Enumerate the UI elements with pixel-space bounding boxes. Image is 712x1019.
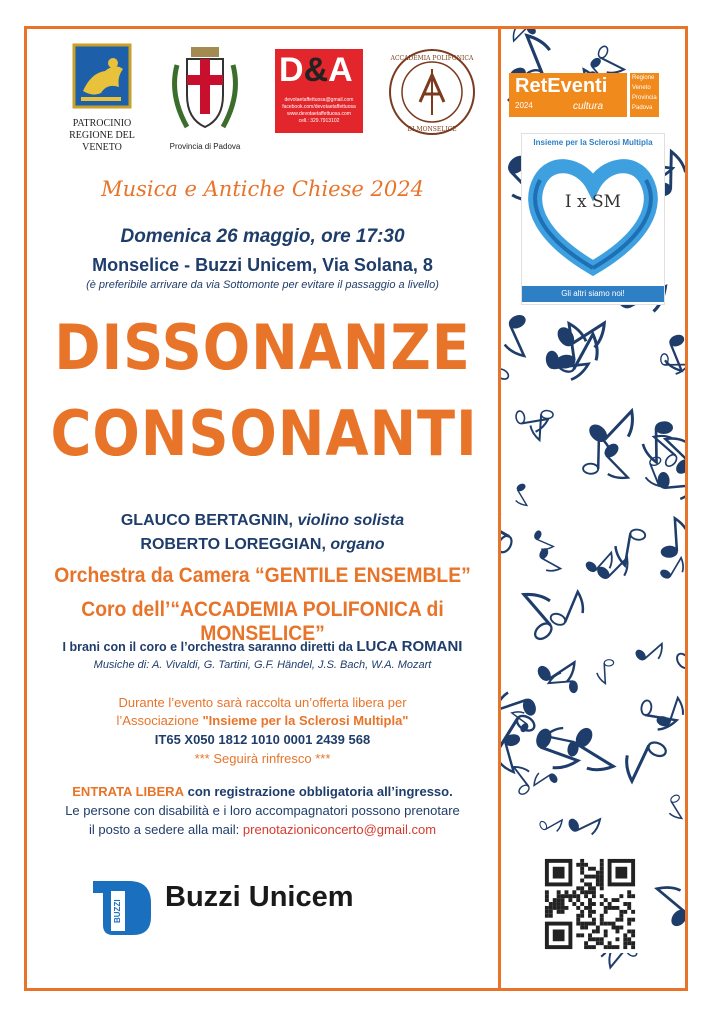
music-note-icon [660,517,685,557]
music-note-icon [661,354,685,375]
music-note-icon [530,410,554,441]
music-note-icon [646,878,685,928]
da-logo: D&A devotaetaffettuosa@gmail.com facebook.com/devotaetaffettuosa www.devotaetaffettuosa.com cell.: 329.7913102 [275,49,363,133]
reteventi-side [630,73,659,117]
music-note-icon [501,505,521,554]
da-line-4: cell.: 329.7913102 [298,118,340,124]
iban: IT65 X050 1812 1010 0001 2439 568 [154,732,371,747]
music-note-icon [613,526,646,568]
reteventi-side-4: Padova [632,105,653,111]
reteventi-year: 2024 [515,101,533,110]
event-note: (è preferibile arrivare da via Sottomonte per evitare il passaggio a livello) [86,279,439,291]
donation-line-1: Durante l’evento sarà raccolta un’offerta libera per [118,695,407,710]
svg-text:DI MONSELICE: DI MONSELICE [407,126,457,133]
buzzi-logo-mark [93,877,153,935]
contact-email[interactable]: prenotazioniconcerto@gmail.com [242,822,437,837]
performer-2-role: organo [330,536,385,553]
da-line-3: www.devotaetaffettuosa.com [287,111,351,117]
entry-line-1 [27,784,498,799]
association-name: "Insieme per la Sclerosi Multipla" [202,713,409,728]
svg-text:ACCADEMIA POLIFONICA: ACCADEMIA POLIFONICA [390,55,474,62]
veneto-logo [57,43,147,153]
music-note-icon [510,483,534,509]
reteventi-side-1: Regione [632,75,655,81]
music-note-icon [645,429,685,469]
performer-2 [27,536,498,554]
performer-2-name: ROBERTO LOREGGIAN, [140,536,326,553]
music-note-icon [501,314,538,361]
reteventi-logo [509,73,659,117]
sidebar [501,29,685,988]
director-name: LUCA ROMANI [356,638,463,655]
accademia-seal-icon [387,47,477,137]
music-note-icon [531,530,557,553]
coro: Coro dell’“ACCADEMIA POLIFONICA di MONSELICE” [81,598,444,645]
entry-line-2: Le persone con disabilità e i loro accompagnatori possono prenotare [65,803,460,818]
sm-header: Insieme per la Sclerosi Multipla [533,138,653,147]
music-note-icon [552,321,589,368]
padova-label: Provincia di Padova [169,142,241,151]
music-note-icon [638,700,679,733]
sm-card [521,133,665,305]
entry-line-3-prefix: il posto a sedere alla mail: [88,822,240,837]
title-line-2: CONSONANTI [50,397,478,470]
event-place: Monselice - Buzzi Unicem, Via Solana, 8 [92,255,433,275]
event-date: Domenica 26 maggio, ore 17:30 [120,226,405,247]
donation-line-2 [27,713,498,728]
music-note-icon [596,549,635,588]
reteventi-side-3: Provincia [632,95,657,101]
reteventi-box [509,73,627,117]
reteventi-side-2: Veneto [632,85,651,91]
music-note-icon [548,671,578,694]
direction-prefix: I brani con il coro e l’orchestra saranno diretti da [62,640,353,654]
music-note-icon [530,766,559,793]
qr-code[interactable] [541,855,639,953]
music-note-icon [663,794,685,823]
padova-crest-icon [165,45,245,137]
sm-footer: Gli altri siamo noi! [522,286,664,302]
music-note-icon [501,361,510,402]
music-note-icon [618,733,668,789]
music-note-icon [549,586,589,632]
music-note-icon [658,470,685,500]
buzzi-mark-text: BUZZI [113,899,122,923]
donation-prefix: l’Associazione [116,713,199,728]
music-list: Musiche di: A. Vivaldi, G. Tartini, G.F. Händel, J.S. Bach, W.A. Mozart [93,659,432,671]
entry-free: ENTRATA LIBERA [72,784,184,799]
accademia-logo [387,47,477,137]
music-note-icon [595,442,639,486]
direction-line [27,638,498,655]
music-note-icon [505,761,538,796]
heart-hands-icon [522,150,664,280]
entry-line-3 [27,822,498,837]
reteventi-main: RetEventi [515,75,608,97]
da-line-2: facebook.com/devotaetaffettuosa [282,104,356,110]
sponsor-name: Buzzi Unicem [165,881,354,913]
reteventi-sub: cultura [573,101,604,112]
music-note-icon [567,808,604,841]
padova-logo [165,45,245,155]
performer-1 [27,512,498,530]
main-column [27,29,498,988]
music-note-icon [674,635,685,681]
da-line-1: devotaetaffettuosa@gmail.com [284,97,354,103]
title-line-1: DISSONANZE [54,311,471,384]
music-note-icon [596,659,614,683]
lion-of-venice-icon [57,43,147,113]
performer-1-role: violino solista [297,512,405,529]
veneto-line2: REGIONE DEL VENETO [69,130,135,153]
music-note-icon [539,812,566,837]
music-note-icon [534,548,565,576]
music-note-icon [634,636,667,669]
entry-free-rest: con registrazione obbligatoria all’ingresso. [187,784,453,799]
refresh: *** Seguirà rinfresco *** [194,751,331,766]
series-title: Musica e Antiche Chiese 2024 [101,177,424,201]
performer-1-name: GLAUCO BERTAGNIN, [120,512,293,529]
sm-title: I x SM [564,192,622,212]
orchestra: Orchestra da Camera “GENTILE ENSEMBLE” [54,564,471,587]
veneto-line1: PATROCINIO [72,118,132,129]
